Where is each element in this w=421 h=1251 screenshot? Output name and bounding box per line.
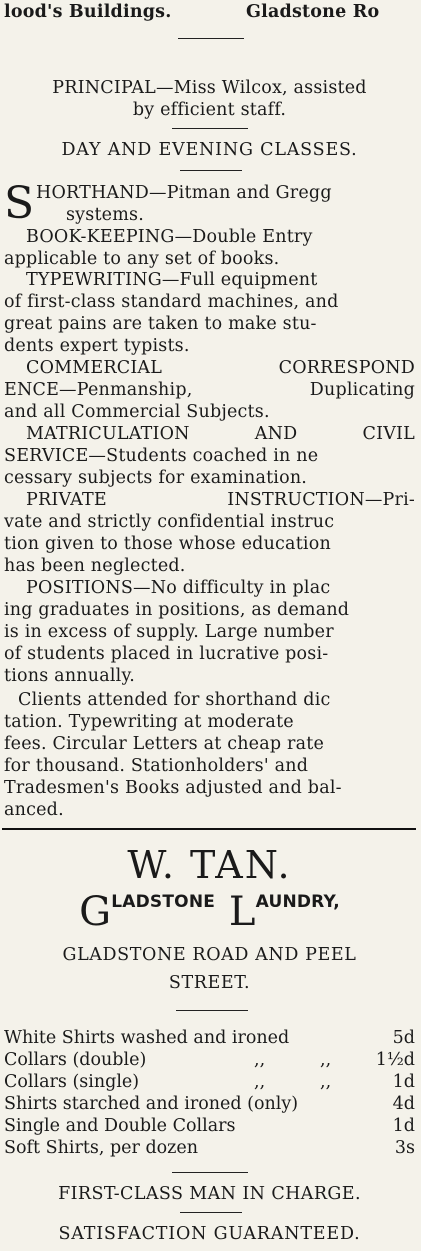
- ditto-mark: ,,: [320, 1072, 332, 1092]
- body-line: HORTHAND—Pitman and Gregg: [36, 183, 332, 203]
- price-value: 1d: [392, 1072, 415, 1092]
- body-line: Tradesmen's Books adjusted and bal-: [4, 778, 342, 798]
- name-part: LADSTONE: [111, 892, 216, 912]
- divider: [176, 1010, 248, 1011]
- body-line: Clients attended for shorthand dic: [18, 690, 331, 710]
- price-item: White Shirts washed and ironed: [4, 1028, 290, 1048]
- body-line: systems.: [66, 205, 144, 225]
- price-item: Single and Double Collars: [4, 1116, 236, 1136]
- body-line: [4, 380, 415, 400]
- ad-separator: [2, 828, 416, 830]
- divider: [172, 1172, 248, 1173]
- matric-word: AND: [254, 424, 298, 444]
- body-line: vate and strictly confidential instruc: [4, 512, 335, 532]
- price-row: [4, 1050, 415, 1070]
- price-item: Shirts starched and ironed (only): [4, 1094, 299, 1114]
- commercial-word: COMMERCIAL: [26, 358, 163, 378]
- slogan: FIRST-CLASS MAN IN CHARGE.: [58, 1184, 361, 1204]
- body-line: tions annually.: [4, 666, 135, 686]
- initial-g: G: [79, 889, 112, 935]
- price-row: [4, 1072, 415, 1092]
- divider: [180, 170, 242, 171]
- body-line: anced.: [4, 800, 64, 820]
- address-line: STREET.: [168, 973, 251, 993]
- price-value: 1d: [392, 1116, 415, 1136]
- body-line: has been neglected.: [4, 556, 186, 576]
- divider: [172, 128, 248, 129]
- body-line: dents expert typists.: [4, 336, 190, 356]
- ditto-mark: ,,: [320, 1050, 332, 1070]
- body-line: great pains are taken to make stu-: [4, 314, 317, 334]
- body-line: ing graduates in positions, as demand: [4, 600, 350, 620]
- body-line: POSITIONS—No difficulty in plac: [26, 578, 331, 598]
- commercial-word: ENCE—Penmanship,: [4, 380, 193, 400]
- price-row: [4, 1138, 415, 1158]
- initial-l: L: [228, 889, 256, 935]
- slogan: SATISFACTION GUARANTEED.: [58, 1224, 361, 1244]
- body-line: tation. Typewriting at moderate: [4, 712, 294, 732]
- matric-word: MATRICULATION: [26, 424, 190, 444]
- body-line: [26, 358, 415, 378]
- laundry-name: [4, 889, 415, 936]
- price-item: Collars (single): [4, 1072, 140, 1092]
- body-line: SERVICE—Students coached in ne: [4, 446, 319, 466]
- body-line: BOOK-KEEPING—Double Entry: [26, 227, 313, 247]
- body-line: is in excess of supply. Large number: [4, 622, 334, 642]
- address-line: GLADSTONE ROAD AND PEEL: [62, 945, 357, 965]
- ditto-mark: ,,: [254, 1050, 266, 1070]
- body-line: cessary subjects for examination.: [4, 468, 308, 488]
- private-word: INSTRUCTION—Pri-: [227, 490, 415, 510]
- private-word: PRIVATE: [26, 490, 107, 510]
- body-line: applicable to any set of books.: [4, 249, 280, 269]
- body-line: [26, 490, 415, 510]
- price-item: Soft Shirts, per dozen: [4, 1138, 199, 1158]
- classes-heading: DAY AND EVENING CLASSES.: [61, 140, 358, 160]
- ditto-mark: ,,: [254, 1072, 266, 1092]
- price-value: 3s: [394, 1138, 415, 1158]
- header-line: [4, 2, 415, 22]
- header-right: Gladstone Ro: [246, 2, 380, 22]
- body-line: tion given to those whose education: [4, 534, 331, 554]
- principal-line: PRINCIPAL—Miss Wilcox, assisted: [52, 78, 367, 98]
- price-value: 5d: [392, 1028, 415, 1048]
- price-value: 4d: [392, 1094, 415, 1114]
- correspond-word: CORRESPOND: [278, 358, 415, 378]
- body-line: for thousand. Stationholders' and: [4, 756, 309, 776]
- divider: [178, 38, 244, 39]
- body-line: and all Commercial Subjects.: [4, 402, 270, 422]
- header-left: lood's Buildings.: [4, 2, 172, 22]
- name-part: AUNDRY,: [255, 892, 340, 912]
- body-line: of students placed in lucrative posi-: [4, 644, 329, 664]
- body-line: [26, 424, 415, 444]
- price-item: Collars (double): [4, 1050, 147, 1070]
- drop-cap: S: [4, 178, 35, 229]
- price-value: 1½d: [375, 1050, 415, 1070]
- divider: [180, 1212, 242, 1213]
- body-line: fees. Circular Letters at cheap rate: [4, 734, 325, 754]
- price-row: [4, 1028, 415, 1048]
- proprietor-name: W. TAN.: [127, 843, 292, 887]
- matric-word: CIVIL: [362, 424, 415, 444]
- price-row: [4, 1094, 415, 1114]
- commercial-word: Duplicating: [309, 380, 415, 400]
- price-row: [4, 1116, 415, 1136]
- body-line: TYPEWRITING—Full equipment: [26, 270, 318, 290]
- principal-line: by efficient staff.: [132, 100, 287, 120]
- body-line: of first-class standard machines, and: [4, 292, 339, 312]
